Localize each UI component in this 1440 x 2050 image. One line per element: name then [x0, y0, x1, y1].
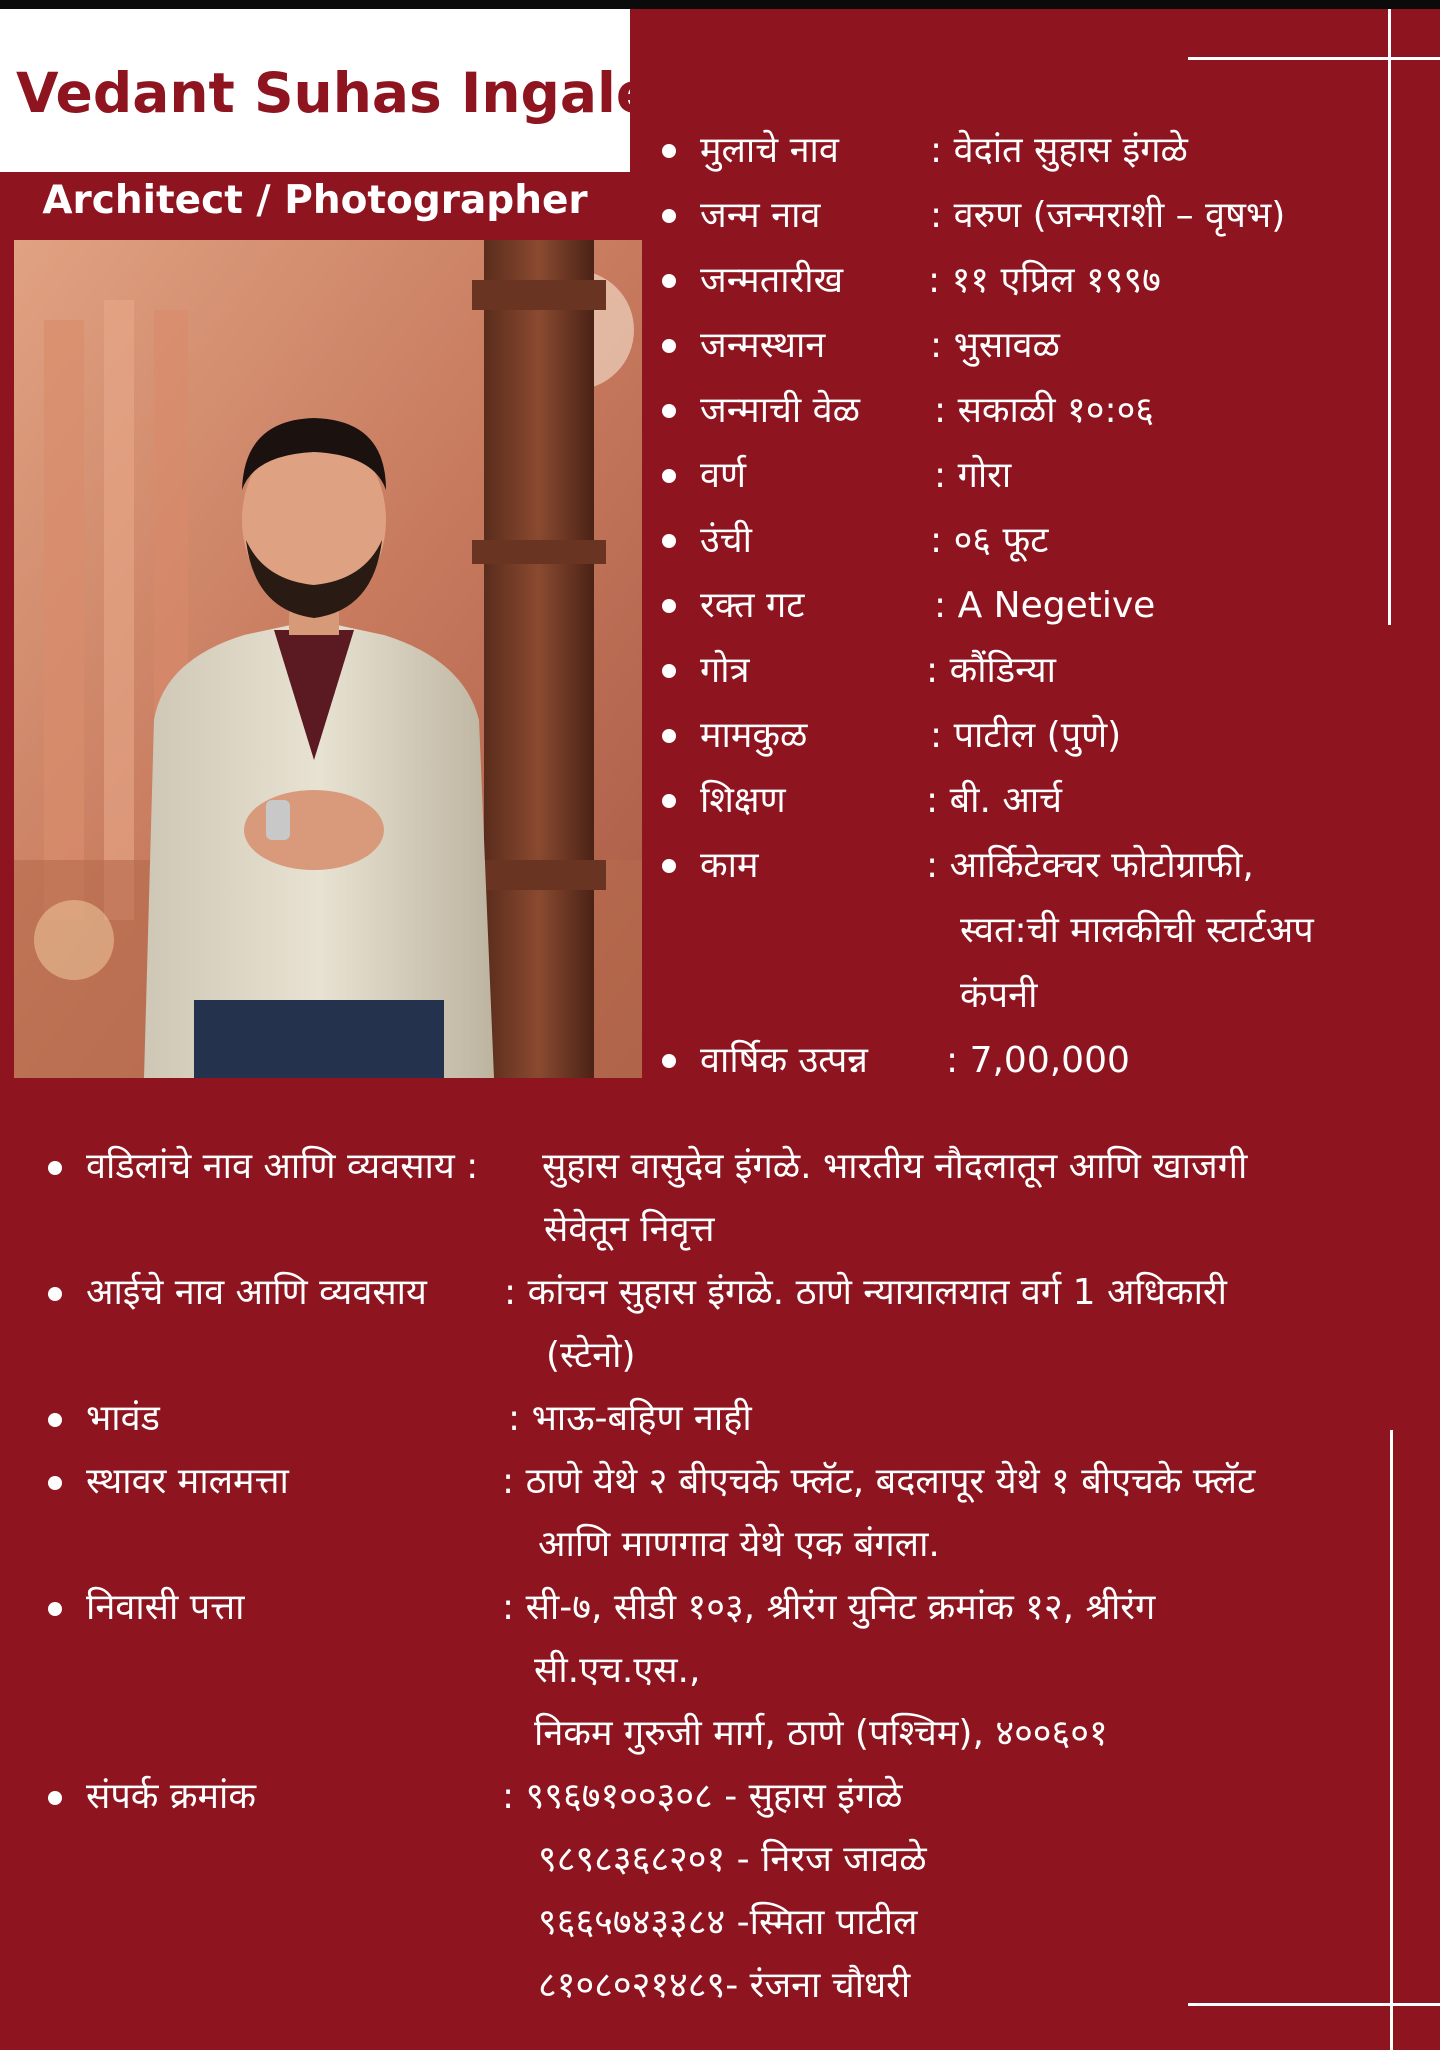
- bullet-icon: [48, 1602, 62, 1616]
- bullet-icon: [662, 534, 676, 548]
- family-details-list: [44, 1135, 1424, 2017]
- profile-photo-illustration: [14, 240, 642, 1078]
- bullet-icon: [48, 1476, 62, 1490]
- list-item: जन्मतारीख : ११ एप्रिल १९९७: [660, 248, 1420, 313]
- candidate-role: Architect / Photographer: [42, 178, 588, 223]
- list-item: वार्षिक उत्पन्न : 7,00,000: [660, 1028, 1420, 1093]
- list-item: उंची : ०६ फूट: [660, 508, 1420, 573]
- bullet-icon: [662, 664, 676, 678]
- bullet-icon: [662, 209, 676, 223]
- bullet-icon: [662, 859, 676, 873]
- candidate-name: Vedant Suhas Ingale: [16, 61, 654, 125]
- bullet-icon: [48, 1413, 62, 1427]
- list-item: मुलाचे नाव : वेदांत सुहास इंगळे: [660, 118, 1420, 183]
- list-item: काम : आर्किटेक्चर फोटोग्राफी, स्वत:ची मालकीची स्टार्टअप कंपनी: [660, 833, 1420, 1028]
- list-item: जन्म नाव : वरुण (जन्मराशी – वृषभ): [660, 183, 1420, 248]
- list-item: शिक्षण : बी. आर्च: [660, 768, 1420, 833]
- list-item: भावंड : भाऊ-बहिण नाही: [44, 1387, 1424, 1450]
- list-item: गोत्र : कौंडिन्या: [660, 638, 1420, 703]
- top-border: [0, 0, 1440, 9]
- bullet-icon: [48, 1161, 62, 1175]
- bullet-icon: [662, 1054, 676, 1068]
- list-item: वडिलांचे नाव आणि व्यवसाय : सुहास वासुदेव इंगळे. भारतीय नौदलातून आणि खाजगी सेवेतून निवृत्त: [44, 1135, 1424, 1261]
- bullet-icon: [662, 794, 676, 808]
- bullet-icon: [662, 274, 676, 288]
- bullet-icon: [662, 599, 676, 613]
- name-banner: [0, 9, 654, 172]
- list-item: रक्त गट : A Negetive: [660, 573, 1420, 638]
- bullet-icon: [48, 1287, 62, 1301]
- list-item: जन्मस्थान : भुसावळ: [660, 313, 1420, 378]
- bullet-icon: [662, 404, 676, 418]
- list-item: संपर्क क्रमांक : ९९६७१००३०८ - सुहास इंगळे ९८९८३६८२०१ - निरज जावळे ९६६५७४३३८४ -स्मिता पाटील ८१०८०२१४८९- रंजना चौधरी: [44, 1765, 1424, 2017]
- profile-photo: [14, 240, 642, 1078]
- list-item: वर्ण : गोरा: [660, 443, 1420, 508]
- bullet-icon: [662, 144, 676, 158]
- bullet-icon: [48, 1791, 62, 1805]
- decor-line-top-horizontal: [1188, 57, 1440, 60]
- list-item: आईचे नाव आणि व्यवसाय : कांचन सुहास इंगळे. ठाणे न्यायालयात वर्ग 1 अधिकारी (स्टेनो): [44, 1261, 1424, 1387]
- list-item: जन्माची वेळ : सकाळी १०:०६: [660, 378, 1420, 443]
- personal-details-list: [660, 118, 1420, 1093]
- bullet-icon: [662, 469, 676, 483]
- list-item: स्थावर मालमत्ता : ठाणे येथे २ बीएचके फ्लॅट, बदलापूर येथे १ बीएचके फ्लॅट आणि माणगाव येथे एक बंगला.: [44, 1450, 1424, 1576]
- bullet-icon: [662, 729, 676, 743]
- list-item: निवासी पत्ता : सी-७, सीडी १०३, श्रीरंग युनिट क्रमांक १२, श्रीरंग सी.एच.एस., निकम गुरुजी मार्ग, ठाणे (पश्चिम), ४००६०१: [44, 1576, 1424, 1765]
- list-item: मामकुळ : पाटील (पुणे): [660, 703, 1420, 768]
- bullet-icon: [662, 339, 676, 353]
